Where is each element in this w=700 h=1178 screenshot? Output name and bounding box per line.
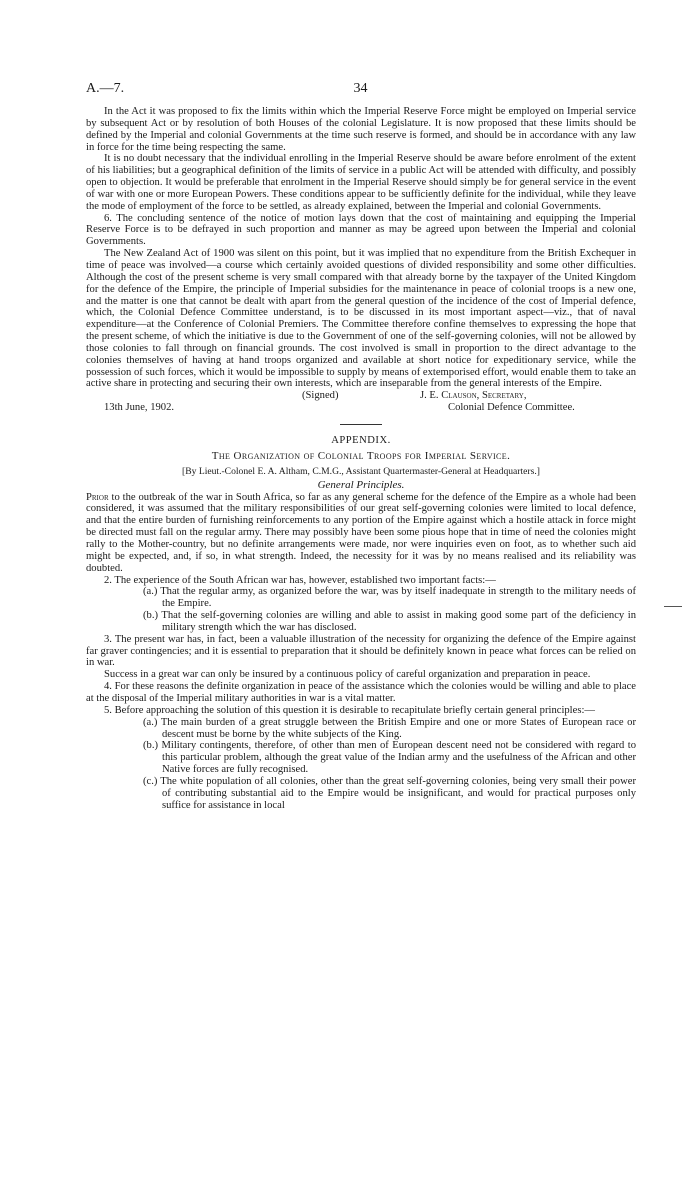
- list-item: (a.) The main burden of a great struggle between the British Empire and one or more States of European race or descent must be borne by the white subjects of the King.: [143, 716, 636, 740]
- document-reference: A.—7.: [86, 81, 125, 96]
- page-body: [86, 106, 636, 811]
- lead-word: Prior: [86, 491, 109, 503]
- page-number: 34: [353, 81, 368, 96]
- appendix-label: APPENDIX.: [331, 435, 391, 447]
- list-item: (a.) That the regular army, as organized before the war, was by itself inadequate in strength to the military needs of the Empire.: [143, 586, 636, 610]
- signatory-committee: Colonial Defence Committee.: [448, 402, 575, 414]
- paragraph: 6. The concluding sentence of the notice of motion lays down that the cost of maintaining and equipping the Imperial Reserve Force is to be defrayed in such proportion and manner as may be agreed upon between the Imperial and colonial Governments.: [86, 212, 636, 248]
- list-item: (b.) Military contingents, therefore, of other than men of European descent need not be considered with regard to this particular problem, although the great value of the Indian army and the usefulness of the African and other Native forces are fully recognised.: [143, 740, 636, 776]
- appendix-paragraph-4: 4. For these reasons the definite organization in peace of the assistance which the colonies would be willing and able to place at the disposal of the Imperial military authorities in war is a vital matter.: [86, 681, 636, 704]
- list-item: (b.) That the self-governing colonies are willing and able to assist in making good some part of the deficiency in military strength which the war has disclosed.: [143, 610, 636, 633]
- paragraph-text: to the outbreak of the war in South Africa, so far as any general scheme for the defence of the Empire as a whole had been considered, it was assumed that the military responsibilities of our great self-governing colonies were limited to local defence, and that the entire burden of furnishing reinforcements to any portion of the Empire against which a hostile attack in force might be directed must fall on the regular army. There may possibly have been some pious hope that in time of need the colonies might rally to the Mother-country, but no definite arrangements were made, nor were inquiries even on foot, as to whether such aid might be expected, and, if so, in what strength. Indeed, the necessity for it was by no means realised and its reliability was doubted.: [86, 491, 636, 574]
- signature-date: 13th June, 1902.: [104, 402, 175, 414]
- signatory-name: J. E. Clauson, Secretary,: [420, 390, 527, 402]
- margin-mark: [664, 606, 682, 607]
- paragraph: In the Act it was proposed to fix the limits within which the Imperial Reserve Force might be employed on Imperial service by subsequent Act or by resolution of both Houses of the colonial Legislature. It is now proposed that these limits should be defined by the Imperial and colonial Governments at the time such reserve is formed, and should be in accordance with any law in force for the time being respecting the same.: [86, 106, 636, 153]
- appendix-paragraph-3: 3. The present war has, in fact, been a valuable illustration of the necessity for organizing the defence of the Empire against far graver contingencies; and it is essential to preparation that it should be definitely known in peace what forces can be relied on in war.: [86, 633, 636, 669]
- appendix-title: The Organization of Colonial Troops for Imperial Service.: [211, 450, 511, 463]
- paragraph: It is no doubt necessary that the individual enrolling in the Imperial Reserve should be aware before enrolment of the extent of his liabilities; but a geographical definition of the limits of service in a public Act will be attended with difficulty, and possibly open to objection. It would be preferable that enrolment in the Imperial Reserve should simply be for general service in the event of war with one or more European Powers. These conditions appear to be sufficiently definite for the individual, while they leave the mode of employment of the force to be settled, as already explained, between the Imperial and colonial Governments.: [86, 153, 636, 212]
- signature-block: [86, 390, 636, 414]
- section-divider: [340, 424, 382, 425]
- appendix-paragraph-2: 2. The experience of the South African war has, however, established two important facts:—: [104, 574, 496, 586]
- appendix-paragraph-1: [86, 492, 636, 575]
- paragraph: The New Zealand Act of 1900 was silent on this point, but it was implied that no expenditure from the British Exchequer in time of peace was involved—a course which certainly avoided questions of divided responsibility and some other difficulties. Although the cost of the present scheme is very small compared with that already borne by the taxpayer of the United Kingdom for the defence of the Empire, the principle of Imperial subsidies for the maintenance in peace of colonial troops is a new one, and the matter is one that cannot be dealt with apart from the general question of the incidence of the cost of Imperial defence, which, the Colonial Defence Committee understand, is to be discussed in its most important aspect—viz., that of naval expenditure—at the Conference of Colonial Premiers. The Committee therefore confine themselves to expressing the hope that the present scheme, of which the initiative is due to the Government of one of the self-governing colonies, will not be allowed by those colonies to fall through on financial grounds. The cost involved is small in proportion to the direct advantage to the colonies themselves of having at hand troops organized and available at short notice for expeditionary service, while the possession of such forces, which it would be impossible to supply by means of extemporised effort, would enable them to take an active share in protecting and securing their own interests, which are inseparable from the general interests of the Empire.: [86, 248, 636, 390]
- section-heading: General Principles.: [317, 478, 405, 491]
- appendix-paragraph-3b: Success in a great war can only be insured by a continuous policy of careful organization and preparation in peace.: [104, 669, 591, 681]
- list-item: (c.) The white population of all colonies, other than the great self-governing colonies, being very small their power of contributing substantial aid to the Empire would be insignificant, and would for practical purposes only suffice for assistance in local: [143, 775, 636, 811]
- signed-label: (Signed): [302, 390, 339, 402]
- appendix-byline: [By Lieut.-Colonel E. A. Altham, C.M.G., Assistant Quartermaster-General at Headquarters.]: [182, 465, 540, 477]
- appendix-paragraph-5: 5. Before approaching the solution of this question it is desirable to recapitulate briefly certain general principles:—: [104, 704, 595, 716]
